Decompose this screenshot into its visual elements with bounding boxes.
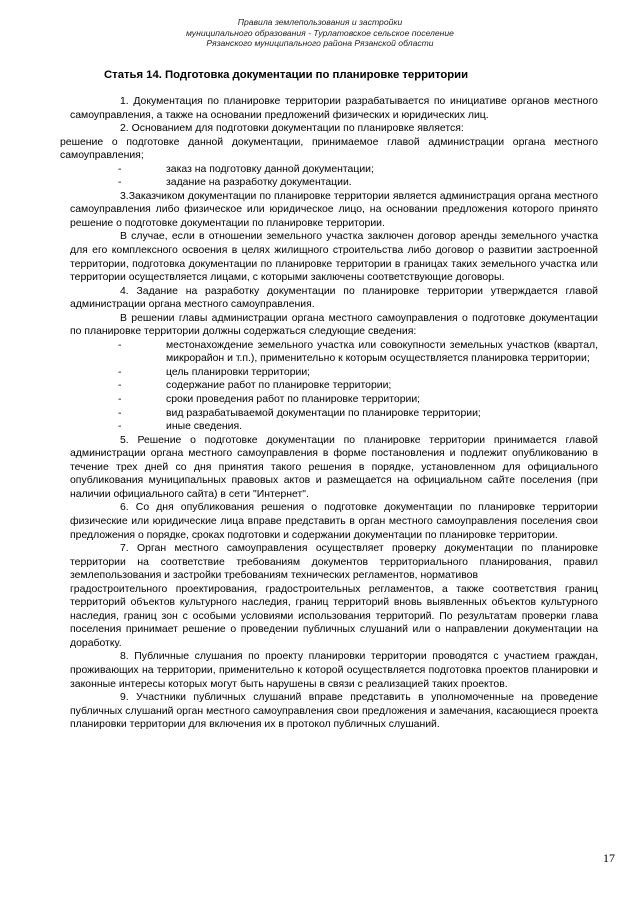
header-line-2: муниципального образования - Турлатовское сельское поселение — [186, 27, 454, 38]
list-item-text: цель планировки территории; — [166, 366, 311, 378]
article-body — [60, 95, 598, 732]
paragraph-4: 4. Задание на разработку документации по планировке территории утверждается главой администрации органа местного самоуправления. — [70, 285, 598, 311]
dash-marker: - — [118, 177, 122, 189]
paragraph-6: 6. Со дня опубликования решения о подготовке документации по планировке территории физические или юридические лица вправе представить в орган местного самоуправления поселения свои предложения о порядке, сроках подготовки и содержании документации по планировке территории. — [70, 502, 598, 541]
dash-marker: - — [118, 163, 122, 175]
dash-marker: - — [118, 380, 122, 392]
header-line-1: Правила землепользования и застройки — [237, 17, 403, 27]
list-item — [70, 163, 598, 177]
paragraph-1: 1. Документация по планировке территории разрабатывается по инициативе органов местного самоуправления, а также на основании предложений физических и юридических лиц. — [70, 96, 598, 121]
list-item-text: содержание работ по планировке территории; — [166, 380, 392, 392]
list-item-text: задание на разработку документации. — [166, 177, 352, 189]
paragraph-4-decision: В решении главы администрации органа местного самоуправления о подготовке документации по планировке территории должны содержаться следующие сведения: — [70, 312, 598, 338]
paragraph-3-lease: В случае, если в отношении земельного участка заключен договор аренды земельного участка для его комплексного освоения в целях жилищного строительства либо договор о развитии застроенной территории, подготовка документации по планировке территории в границах таких земельного участка или территории осуществляется лицами, с которыми заключены соответствующие договоры. — [70, 231, 598, 284]
list-item — [70, 393, 598, 407]
header-line-3: Рязанского муниципального района Рязанской области — [206, 38, 434, 48]
list-item-text: сроки проведения работ по планировке территории; — [166, 394, 421, 406]
dash-marker: - — [118, 339, 122, 351]
paragraph-3: 3.Заказчиком документации по планировке территории является администрация органа местного самоуправления либо физическое или юридическое лицо, на основании предложения которого принято решение о подготовке документации по планировке территории. — [70, 190, 598, 229]
paragraph-2-decision: решение о подготовке данной документации, принимаемое главой администрации органа местного самоуправления; — [60, 136, 598, 162]
paragraph-2: 2. Основанием для подготовки документации по планировке является: — [120, 123, 464, 135]
dash-marker: - — [118, 366, 122, 378]
list-item — [70, 407, 598, 421]
list-item — [70, 339, 598, 366]
dash-marker: - — [118, 407, 122, 419]
list-item-text: вид разрабатываемой документации по планировке территории; — [166, 407, 481, 419]
dash-marker: - — [118, 394, 122, 406]
list-item-text: местонахождение земельного участка или совокупности земельных участков (квартал, микрорайон и т.п.), применительно к которым осуществляется планировка территории; — [166, 339, 598, 365]
article-title: Статья 14. Подготовка документации по планировке территории — [104, 69, 469, 81]
page-number: 17 — [603, 851, 615, 865]
paragraph-9: 9. Участники публичных слушаний вправе представить в уполномоченные на проведение публичных слушаний орган местного самоуправления свои предложения и замечания, касающиеся проекта планировки территории для включения их в протокол публичных слушаний. — [70, 692, 598, 731]
list-item — [70, 176, 598, 190]
list-item-text: иные сведения. — [166, 421, 243, 433]
paragraph-7-continued: градостроительного проектирования, градостроительных регламентов, а также соответствия границ территорий объектов культурного наследия, границ территорий вновь выявленных объектов культурного наследия, границ зон с особыми условиями использования территорий. По результатам проверки глава поселения принимает решение о проведении публичных слушаний или о направлении документации на доработку. — [70, 583, 598, 649]
list-item-text: заказ на подготовку данной документации; — [166, 163, 374, 175]
list-item — [70, 420, 598, 434]
paragraph-8: 8. Публичные слушания по проекту планировки территории проводятся с участием граждан, проживающих на территории, применительно к которой осуществляется подготовка проектов планировки и законные интересы которых могут быть нарушены в связи с реализацией таких проектов. — [70, 651, 598, 690]
running-header — [0, 17, 640, 49]
list-item — [70, 379, 598, 393]
paragraph-7: 7. Орган местного самоуправления осуществляет проверку документации по планировке территории на соответствие требованиям документов территориального планирования, правил землепользования и застройки требованиям технических регламентов, нормативов — [70, 543, 598, 582]
dash-marker: - — [118, 421, 122, 433]
paragraph-5: 5. Решение о подготовке документации по планировке территории принимается главой администрации органа местного самоуправления в форме постановления и подлежит опубликованию в течение трех дней со дня принятия такого решения в порядке, установленном для официального опубликования муниципальных правовых актов и размещается на официальном сайте поселения (при наличии официального сайта) в сети "Интернет". — [70, 434, 598, 500]
list-item — [70, 366, 598, 380]
